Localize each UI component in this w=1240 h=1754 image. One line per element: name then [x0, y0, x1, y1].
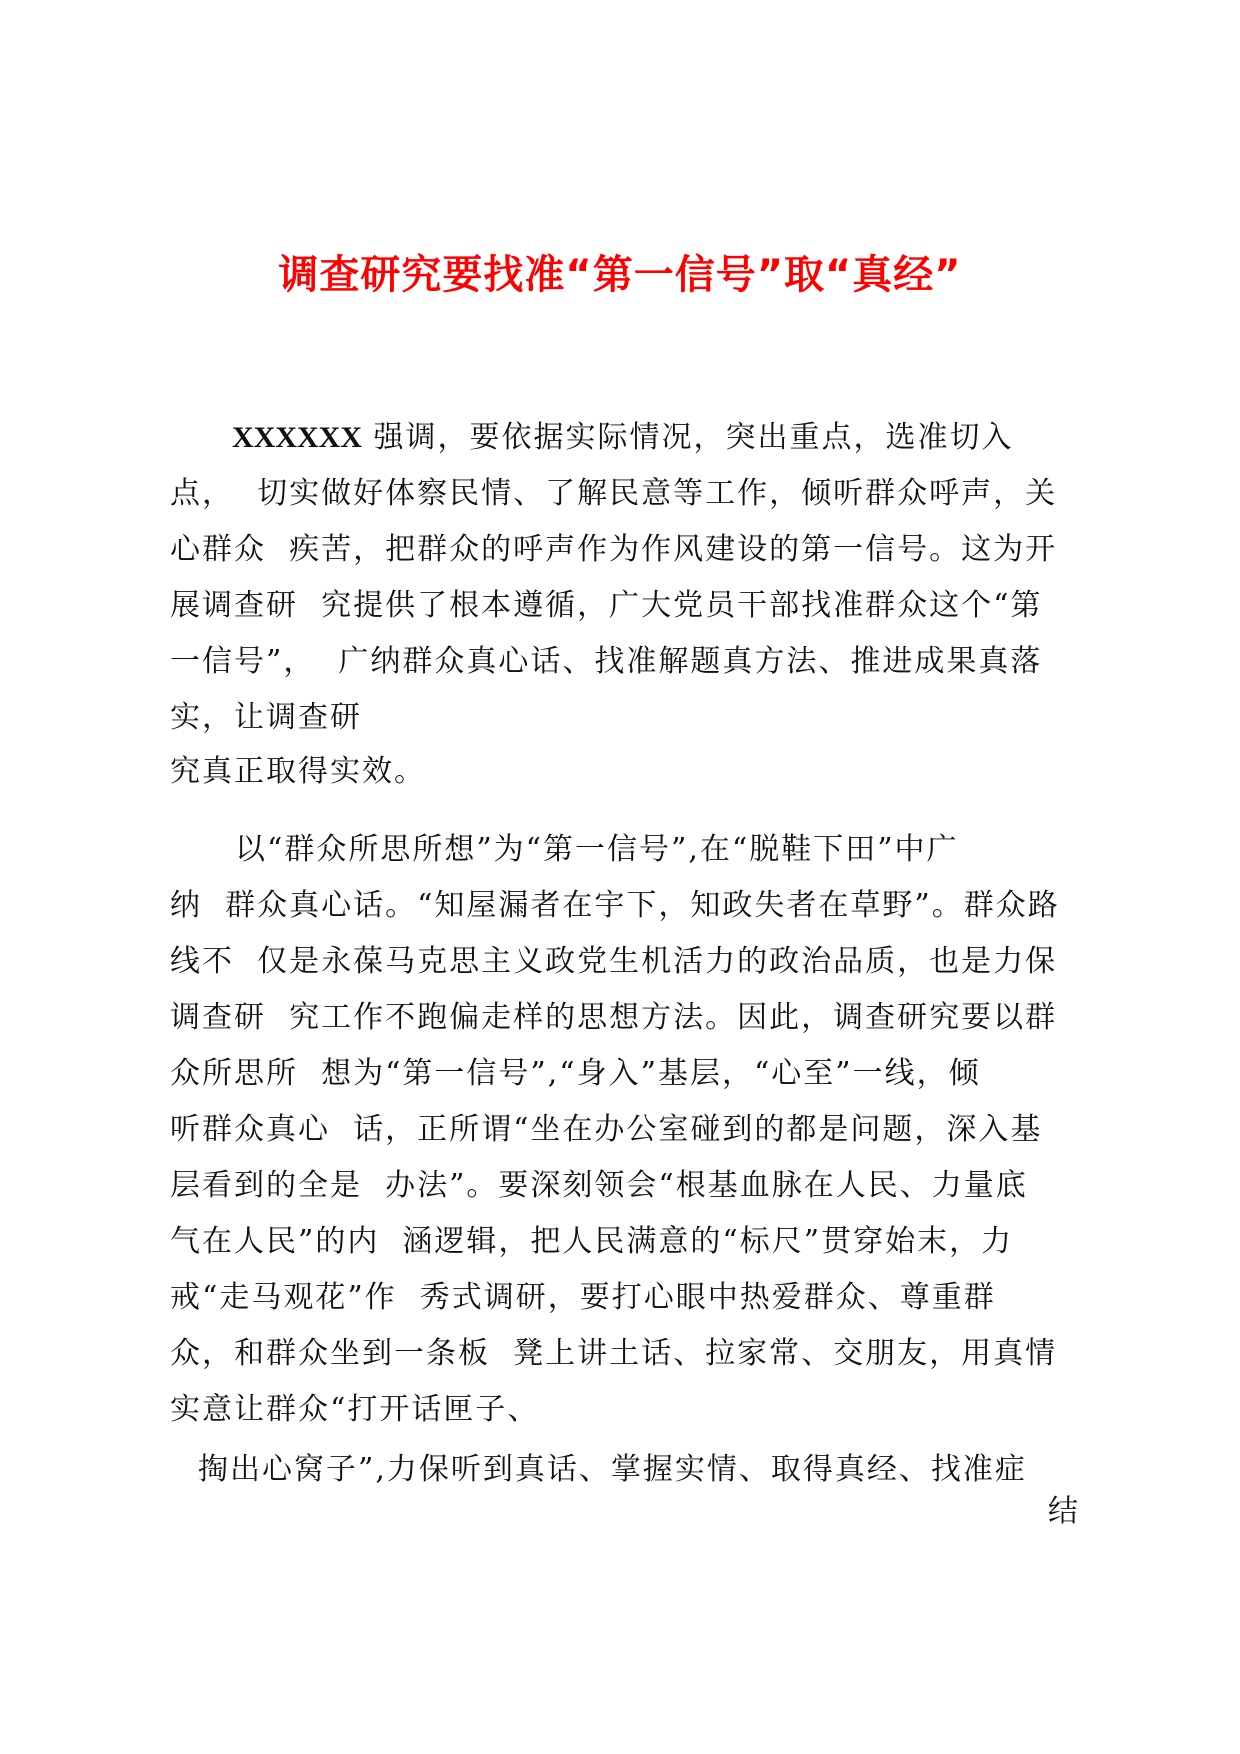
paragraph-1-line-5: 一信号”， 广纳群众真心话、找准解题真方法、推进成果真落 [170, 644, 1043, 679]
paragraph-2-line-5: 众所思所 想为“第一信号”,“身入”基层，“心至”一线，倾 [170, 1056, 981, 1091]
paragraph-2-line-10: 众，和群众坐到一条板 凳上讲土话、拉家常、交朋友，用真情 [170, 1336, 1058, 1371]
paragraph-1-line-2: 点， 切实做好体察民情、了解民意等工作，倾听群众呼声，关 [170, 476, 1058, 511]
paragraph-2-line-6: 听群众真心 话，正所谓“坐在办公室碰到的都是问题，深入基 [170, 1112, 1043, 1147]
document-title: 调查研究要找准“第一信号”取“真经” [278, 252, 962, 298]
paragraph-2-line-2: 纳 群众真心话。“知屋漏者在宇下，知政失者在草野”。群众路 [170, 888, 1060, 923]
paragraph-1-line-4: 展调查研 究提供了根本遵循，广大党员干部找准群众这个“第 [170, 588, 1043, 623]
paragraph-1-line-1-text: 强调，要依据实际情况，突出重点，选准切入 [362, 420, 1014, 455]
paragraph-2-line-9: 戒“走马观花”作 秀式调研，要打心眼中热爱群众、尊重群 [170, 1280, 996, 1315]
paragraph-2-line-7: 层看到的全是 办法”。要深刻领会“根基血脉在人民、力量底 [170, 1168, 1028, 1203]
paragraph-2-line-13: 结 [1048, 1494, 1080, 1529]
paragraph-1-line-7: 究真正取得实效。 [170, 754, 426, 789]
paragraph-1-line-3: 心群众 疾苦，把群众的呼声作为作风建设的第一信号。这为开 [170, 532, 1058, 567]
paragraph-1-line-6: 实，让调查研 [170, 700, 362, 735]
paragraph-2-line-8: 气在人民”的内 涵逻辑，把人民满意的“标尺”贯穿始末，力 [170, 1224, 1014, 1259]
paragraph-2-line-4: 调查研 究工作不跑偏走样的思想方法。因此，调查研究要以群 [170, 1000, 1058, 1035]
paragraph-2-line-11: 实意让群众“打开话匣子、 [170, 1392, 540, 1427]
paragraph-1-line-1 [232, 418, 1014, 458]
paragraph-2-line-3: 线不 仅是永葆马克思主义政党生机活力的政治品质，也是力保 [170, 944, 1058, 979]
paragraph-2-line-12: 掏出心窝子”,力保听到真话、掌握实情、取得真经、找准症 [198, 1452, 1027, 1487]
paragraph-2-line-1: 以“群众所思所想”为“第一信号”,在“脱鞋下田”中广 [235, 832, 959, 867]
subject-placeholder: XXXXXX [232, 421, 362, 454]
